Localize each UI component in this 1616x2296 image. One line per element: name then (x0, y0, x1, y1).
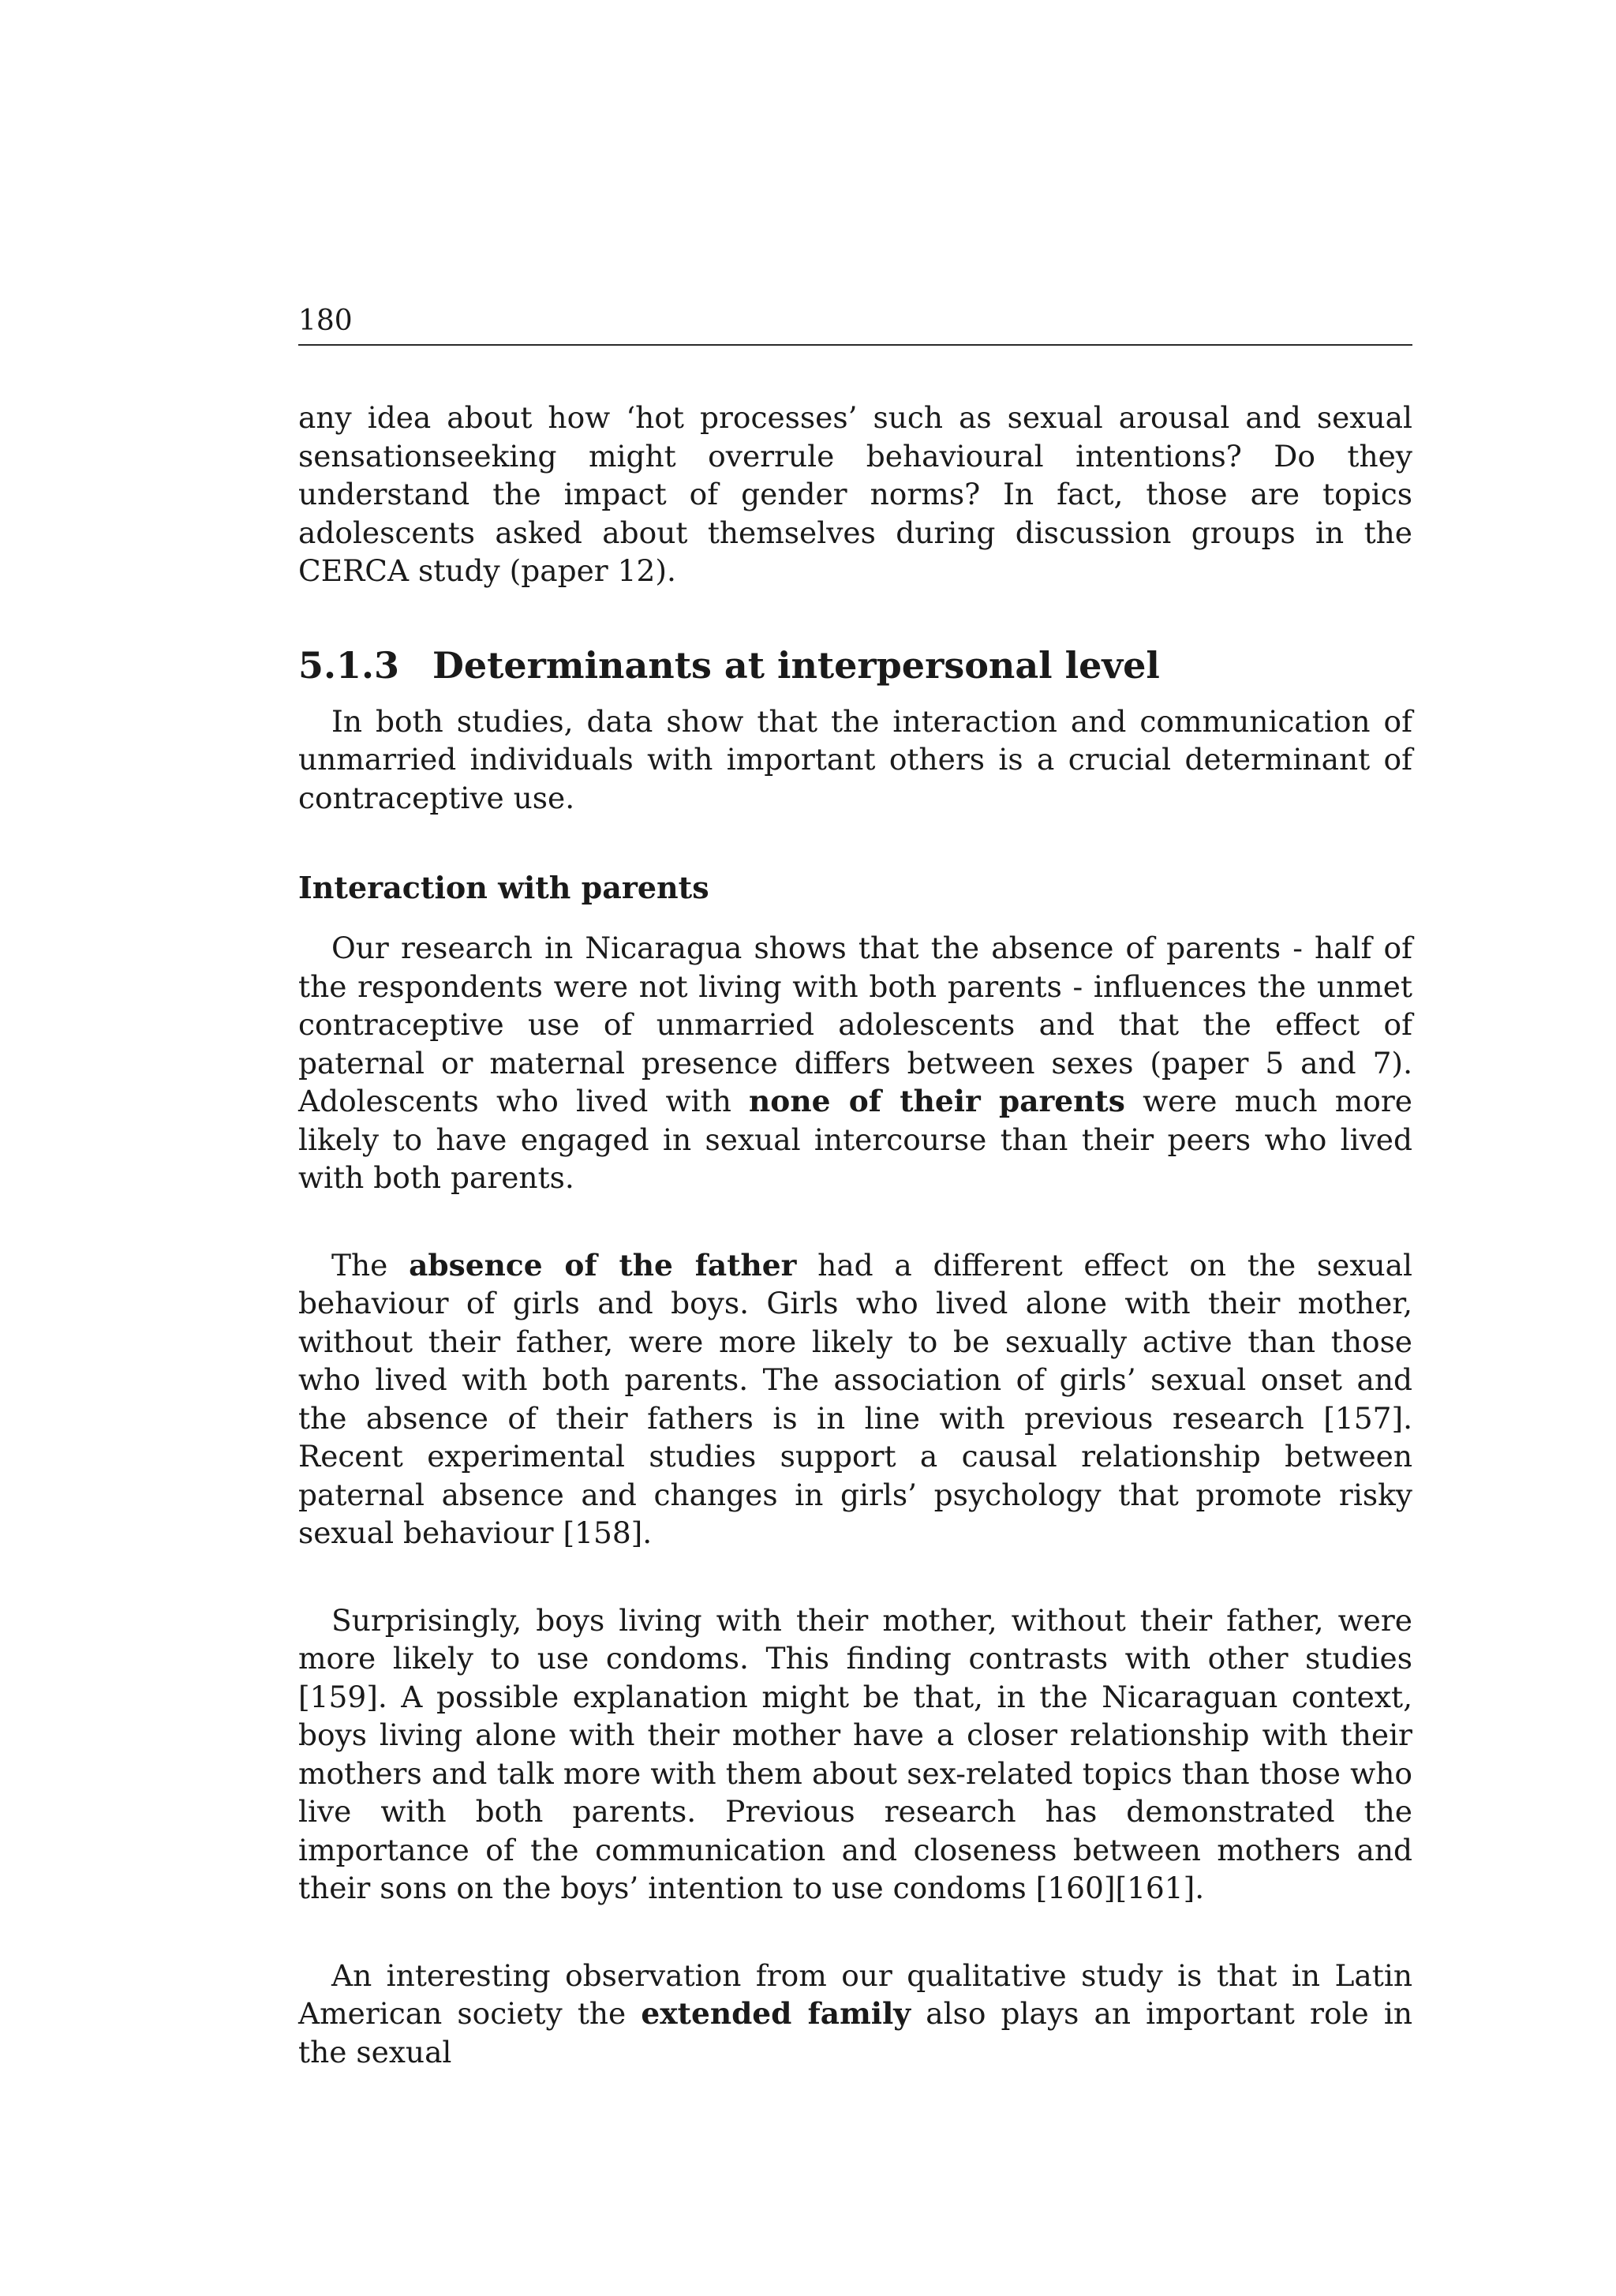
page-body (298, 399, 1412, 2071)
paragraph-parents-absence (298, 929, 1412, 1197)
text-run: had a different effect on the sexual behaviour of girls and boys. Girls who lived alone with their mother, without their father, were more likely to be sexually active than those who lived with both parents. The association of girls’ sexual onset and the absence of their fathers is in line with previous research [157]. Recent experimental studies support a causal relationship between paternal absence and changes in girls’ psychology that promote risky sexual behaviour [158]. (298, 1247, 1412, 1550)
paragraph-continued: any idea about how ‘hot processes’ such as sexual arousal and sexual sensationseeking might overrule behavioural intentions? Do they understand the impact of gender norms? In fact, those are topics adolescents asked about themselves during discussion groups in the CERCA study (paper 12). (298, 400, 1412, 588)
subsection-heading: Interaction with parents (298, 870, 709, 905)
text-run: Our research in Nicaragua shows that the absence of parents - half of the respondents were not living with both parents - influences the unmet contraceptive use of unmarried adolescents and that the effect of paternal or maternal presence differs between sexes (paper 5 and 7). Adolescents who lived with (298, 931, 1412, 1118)
text-run: were much more likely to have engaged in sexual intercourse than their peers who lived with both parents. (298, 1084, 1412, 1195)
bold-term: extended family (641, 1996, 911, 2031)
paragraph-father-absence (298, 1246, 1412, 1553)
bold-term: none of their parents (749, 1084, 1125, 1118)
text-run: also plays an important role in the sexual (298, 1996, 1413, 2069)
page-number: 180 (298, 305, 353, 337)
running-header (298, 298, 1412, 346)
paragraph-intro: In both studies, data show that the interaction and communication of unmarried individuals with important others is a crucial determinant of contraceptive use. (298, 703, 1412, 815)
text-run: The (331, 1247, 410, 1283)
text-run: An interesting observation from our qualitative study is that in Latin American society the (298, 1957, 1412, 2031)
paragraph-extended-family (298, 1957, 1412, 2072)
paragraph-boys-condoms: Surprisingly, boys living with their mother, without their father, were more likely to use condoms. This finding contrasts with other studies [159]. A possible explanation might be that, in the Nicaraguan context, boys living alone with their mother have a closer relationship with their mothers and talk more with them about sex-related topics than those who live with both parents. Previous research has demonstrated the importance of the communication and closeness between mothers and their sons on the boys’ intention to use condoms [160][161]. (298, 1602, 1412, 1905)
section-title: Determinants at interpersonal level (432, 643, 1160, 687)
section-number: 5.1.3 (298, 643, 400, 687)
section-heading (298, 642, 1412, 688)
bold-term: absence of the father (409, 1247, 797, 1283)
